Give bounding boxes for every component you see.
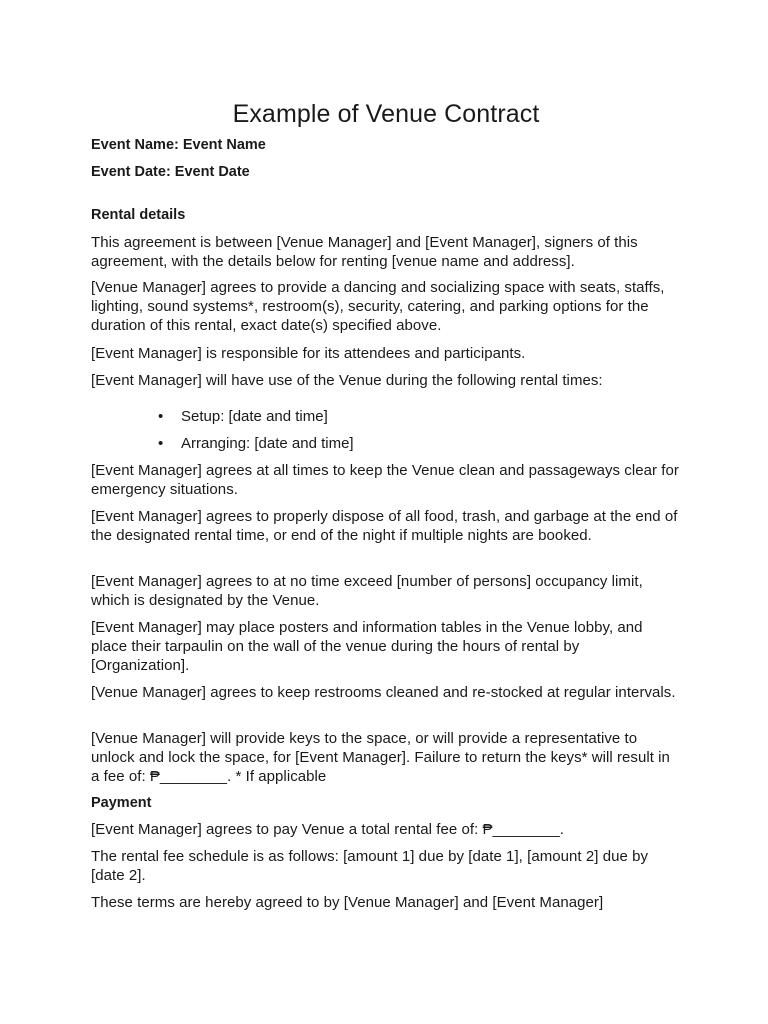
- document-page: [91, 96, 681, 911]
- paragraph-posters-tarpaulin: [Event Manager] may place posters and information tables in the Venue lobby, and place their tarpaulin on the wall of the venue during the hours of rental by [Organization].: [91, 619, 643, 674]
- paragraph-keys-fee: [Venue Manager] will provide keys to the space, or will provide a representative to unlock and lock the space, for [Event Manager]. Failure to return the keys* will result in a fee of: ₱________. * If applicable: [91, 730, 670, 785]
- bullet-icon: •: [158, 408, 164, 425]
- rental-times-list: [91, 407, 681, 461]
- paragraph-attendees-responsibility: [Event Manager] is responsible for its attendees and participants.: [91, 345, 526, 362]
- event-date-field: Event Date: Event Date: [91, 164, 250, 180]
- paragraph-rental-times: [Event Manager] will have use of the Venue during the following rental times:: [91, 372, 603, 389]
- bullet-icon: •: [158, 435, 164, 452]
- list-item: [91, 434, 681, 461]
- paragraph-venue-provides: [Venue Manager] agrees to provide a dancing and socializing space with seats, staffs, lighting, sound systems*, restroom(s), security, catering, and parking options for the duration of this rental, exact date(s) specified above.: [91, 279, 665, 334]
- list-item-label: Arranging: [date and time]: [181, 435, 354, 452]
- paragraph-rental-fee: [Event Manager] agrees to pay Venue a total rental fee of: ₱________.: [91, 821, 564, 838]
- paragraph-fee-schedule: The rental fee schedule is as follows: [amount 1] due by [date 1], [amount 2] due by [date 2].: [91, 848, 649, 884]
- paragraph-keep-clean: [Event Manager] agrees at all times to keep the Venue clean and passageways clear for emergency situations.: [91, 462, 679, 498]
- list-item: [91, 407, 681, 434]
- paragraph-restrooms: [Venue Manager] agrees to keep restrooms cleaned and re-stocked at regular intervals.: [91, 684, 676, 701]
- event-name-field: Event Name: Event Name: [91, 137, 266, 153]
- paragraph-occupancy-limit: [Event Manager] agrees to at no time exceed [number of persons] occupancy limit, which is designated by the Venue.: [91, 573, 643, 609]
- paragraph-dispose-garbage: [Event Manager] agrees to properly dispose of all food, trash, and garbage at the end of the designated rental time, or end of the night if multiple nights are booked.: [91, 508, 678, 544]
- rental-details-heading: Rental details: [91, 207, 186, 223]
- paragraph-agreement-parties: This agreement is between [Venue Manager] and [Event Manager], signers of this agreement, with the details below for renting [venue name and address].: [91, 234, 638, 270]
- list-item-label: Setup: [date and time]: [181, 408, 328, 425]
- payment-heading: Payment: [91, 795, 152, 811]
- document-title: Example of Venue Contract: [232, 100, 540, 128]
- paragraph-terms-agreed: These terms are hereby agreed to by [Venue Manager] and [Event Manager]: [91, 894, 604, 911]
